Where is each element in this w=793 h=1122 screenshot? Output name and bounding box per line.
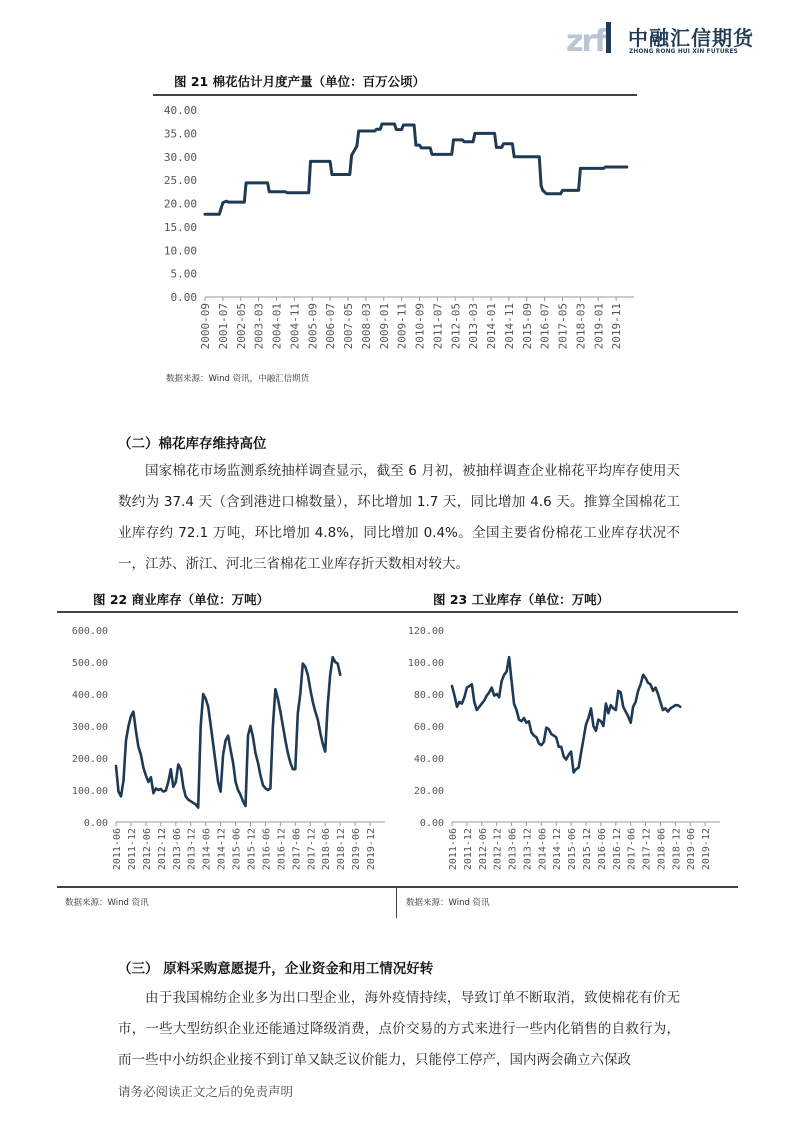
figure22-ytick-label: 100.00 xyxy=(71,786,108,797)
figure21-xtick-label: 2019-11 xyxy=(610,303,624,350)
figure22-ytick-label: 0.00 xyxy=(83,818,108,829)
figure23-xtick-label: 2014-12 xyxy=(552,828,564,871)
figure21-xtick-label: 2001-07 xyxy=(216,303,230,350)
figure23-xtick-label: 2015-06 xyxy=(567,828,579,871)
figure23-xtick-label: 2011-06 xyxy=(448,828,459,871)
figure22-xtick-label: 2018-06 xyxy=(321,828,333,871)
figure22-xtick-label: 2014-06 xyxy=(201,828,213,871)
figure23-source: 数据来源：Wind 资讯 xyxy=(406,898,490,908)
figure23-xtick-label: 2014-06 xyxy=(537,828,549,871)
figure23-series-line xyxy=(452,657,680,772)
figure22-xtick-label: 2012-06 xyxy=(141,828,153,871)
figure22-xtick-label: 2013-12 xyxy=(186,828,198,871)
figure21-ytick-label: 15.00 xyxy=(163,220,197,234)
figure23-xtick-label: 2011-12 xyxy=(462,828,474,871)
figure22-source: 数据来源：Wind 资讯 xyxy=(65,898,149,908)
figure21-ytick-label: 40.00 xyxy=(163,104,197,117)
figure22-xtick-label: 2016-06 xyxy=(261,828,273,871)
figure23-chart xyxy=(400,618,732,882)
section3-paragraph: 由于我国棉纺企业多为出口型企业，海外疫情持续，导致订单不断取消，致使棉花有价无市，一些大型纺织企业还能通过降级消费，点价交易的方式来进行一些内化销售的自救行为，而一些中小纺织企业接不到订单又缺乏议价能力，只能停工停产，国内两会确立六保政 xyxy=(118,990,680,1068)
figure22-xtick-label: 2015-12 xyxy=(246,828,258,871)
figure21-ytick-label: 5.00 xyxy=(170,267,197,281)
figure22-xtick-label: 2019-12 xyxy=(366,828,378,871)
figure21-xtick-label: 2006-07 xyxy=(324,303,338,350)
figure23-xtick-label: 2018-06 xyxy=(656,828,668,871)
figure22-xtick-label: 2013-06 xyxy=(171,828,183,871)
figure22-ytick-label: 300.00 xyxy=(71,722,108,733)
figure22-ytick-label: 400.00 xyxy=(71,690,108,701)
figure21-xtick-label: 2016-07 xyxy=(538,303,552,350)
figure21-xtick-label: 2004-01 xyxy=(270,303,284,350)
figure22-xtick-label: 2019-06 xyxy=(351,828,363,871)
figure21-xtick-label: 2009-01 xyxy=(377,303,391,350)
company-logo-cn: 中融汇信期货 xyxy=(628,26,754,50)
figure21-xtick-label: 2011-07 xyxy=(431,303,445,350)
figure22-ytick-label: 200.00 xyxy=(71,754,108,765)
figure21-chart xyxy=(150,92,640,362)
figure22-xtick-label: 2012-12 xyxy=(156,828,168,871)
figure21-xtick-label: 2009-11 xyxy=(395,303,409,350)
figure21-ytick-label: 25.00 xyxy=(163,174,197,188)
figure23-title: 图 23 工业库存（单位：万吨） xyxy=(433,592,610,607)
section2-heading: （二）棉花库存维持高位 xyxy=(118,436,267,452)
figure21-xtick-label: 2000-09 xyxy=(199,303,212,350)
figure23-xtick-label: 2019-06 xyxy=(686,828,698,871)
figure23-xtick-label: 2012-12 xyxy=(492,828,504,871)
figure21-ytick-label: 20.00 xyxy=(163,197,197,211)
figure22-xtick-label: 2018-12 xyxy=(336,828,348,871)
figure23-ytick-label: 120.00 xyxy=(407,626,444,637)
figure21-xtick-label: 2019-01 xyxy=(592,303,606,350)
figure23-ytick-label: 100.00 xyxy=(407,658,444,669)
figure21-xtick-label: 2002-05 xyxy=(234,303,248,350)
figure21-xtick-label: 2018-03 xyxy=(574,303,588,350)
figure23-ytick-label: 80.00 xyxy=(413,690,444,701)
figure21-xtick-label: 2014-01 xyxy=(485,303,498,350)
disclaimer-footer: 请务必阅读正文之后的免责声明 xyxy=(118,1084,294,1099)
figure22-xtick-label: 2017-06 xyxy=(291,828,303,871)
figure21-xtick-label: 2017-05 xyxy=(556,303,570,350)
figure23-ytick-label: 60.00 xyxy=(413,722,444,733)
figure23-xtick-label: 2013-12 xyxy=(522,828,534,871)
figure21-title: 图 21 棉花估计月度产量（单位：百万公顷） xyxy=(174,74,426,89)
figure22-series-line xyxy=(116,657,340,807)
section3-heading: （三） 原料采购意愿提升，企业资金和用工情况好转 xyxy=(118,961,434,977)
figure22-xtick-label: 2011-06 xyxy=(112,828,123,871)
figure-pair-divider xyxy=(396,886,397,918)
figure21-ytick-label: 10.00 xyxy=(163,244,197,258)
figure23-ytick-label: 40.00 xyxy=(413,754,444,765)
figure21-xtick-label: 2010-09 xyxy=(413,303,427,350)
figure-pair-top-rule xyxy=(57,611,738,613)
figure21-series-line xyxy=(205,124,627,214)
figure-pair-bottom-rule xyxy=(57,886,738,888)
figure21-ytick-label: 0.00 xyxy=(170,291,197,304)
figure22-xtick-label: 2011-12 xyxy=(126,828,138,871)
figure23-xtick-label: 2013-06 xyxy=(507,828,519,871)
figure22-xtick-label: 2015-06 xyxy=(231,828,243,871)
figure21-xtick-label: 2007-05 xyxy=(342,303,355,350)
figure23-xtick-label: 2019-12 xyxy=(701,828,713,871)
figure21-xtick-label: 2003-03 xyxy=(252,303,266,350)
figure23-xtick-label: 2016-06 xyxy=(596,828,608,871)
figure21-source: 数据来源：Wind 资讯，中融汇信期货 xyxy=(166,374,310,384)
figure23-ytick-label: 0.00 xyxy=(419,818,444,829)
figure23-xtick-label: 2018-12 xyxy=(671,828,683,871)
figure21-xtick-label: 2008-03 xyxy=(359,303,373,350)
logo-mark-text: zrf xyxy=(566,24,606,56)
figure21-ytick-label: 30.00 xyxy=(163,150,197,164)
figure21-xtick-label: 2005-09 xyxy=(306,303,320,350)
figure23-xtick-label: 2017-12 xyxy=(641,828,653,871)
figure23-ytick-label: 20.00 xyxy=(413,786,444,797)
figure21-xtick-label: 2013-03 xyxy=(467,303,481,350)
figure23-xtick-label: 2015-12 xyxy=(582,828,593,871)
figure22-ytick-label: 600.00 xyxy=(71,626,108,637)
figure21-xtick-label: 2015-09 xyxy=(520,303,534,350)
company-logo-mark xyxy=(566,20,626,56)
figure22-chart xyxy=(60,618,392,882)
figure21-xtick-label: 2004-11 xyxy=(288,303,302,350)
company-logo-en: ZHONG RONG HUI XIN FUTURES xyxy=(629,49,738,55)
figure22-title: 图 22 商业库存（单位：万吨） xyxy=(93,592,270,607)
figure22-xtick-label: 2017-12 xyxy=(306,828,318,871)
figure21-xtick-label: 2014-11 xyxy=(502,303,516,350)
figure21-ytick-label: 35.00 xyxy=(163,127,197,141)
figure21-xtick-label: 2012-05 xyxy=(449,303,463,350)
figure22-ytick-label: 500.00 xyxy=(71,658,108,669)
section2-paragraph: 国家棉花市场监测系统抽样调查显示，截至 6 月初，被抽样调查企业棉花平均库存使用天数约为 37.4 天（含到港进口棉数量），环比增加 1.7 天，同比增加 4.6 天。推算全国棉花工业库存约 72.1 万吨，环比增加 4.8%，同比增加 0.4%。全国主要省份棉花工业库存状况不一，江苏、浙江、河北三省棉花工业库存折天数相对较大。 xyxy=(118,463,680,572)
figure23-xtick-label: 2016-12 xyxy=(611,828,623,871)
figure23-xtick-label: 2012-06 xyxy=(477,828,489,871)
figure22-xtick-label: 2014-12 xyxy=(216,828,228,871)
figure22-xtick-label: 2016-12 xyxy=(276,828,288,871)
figure23-xtick-label: 2017-06 xyxy=(626,828,638,871)
